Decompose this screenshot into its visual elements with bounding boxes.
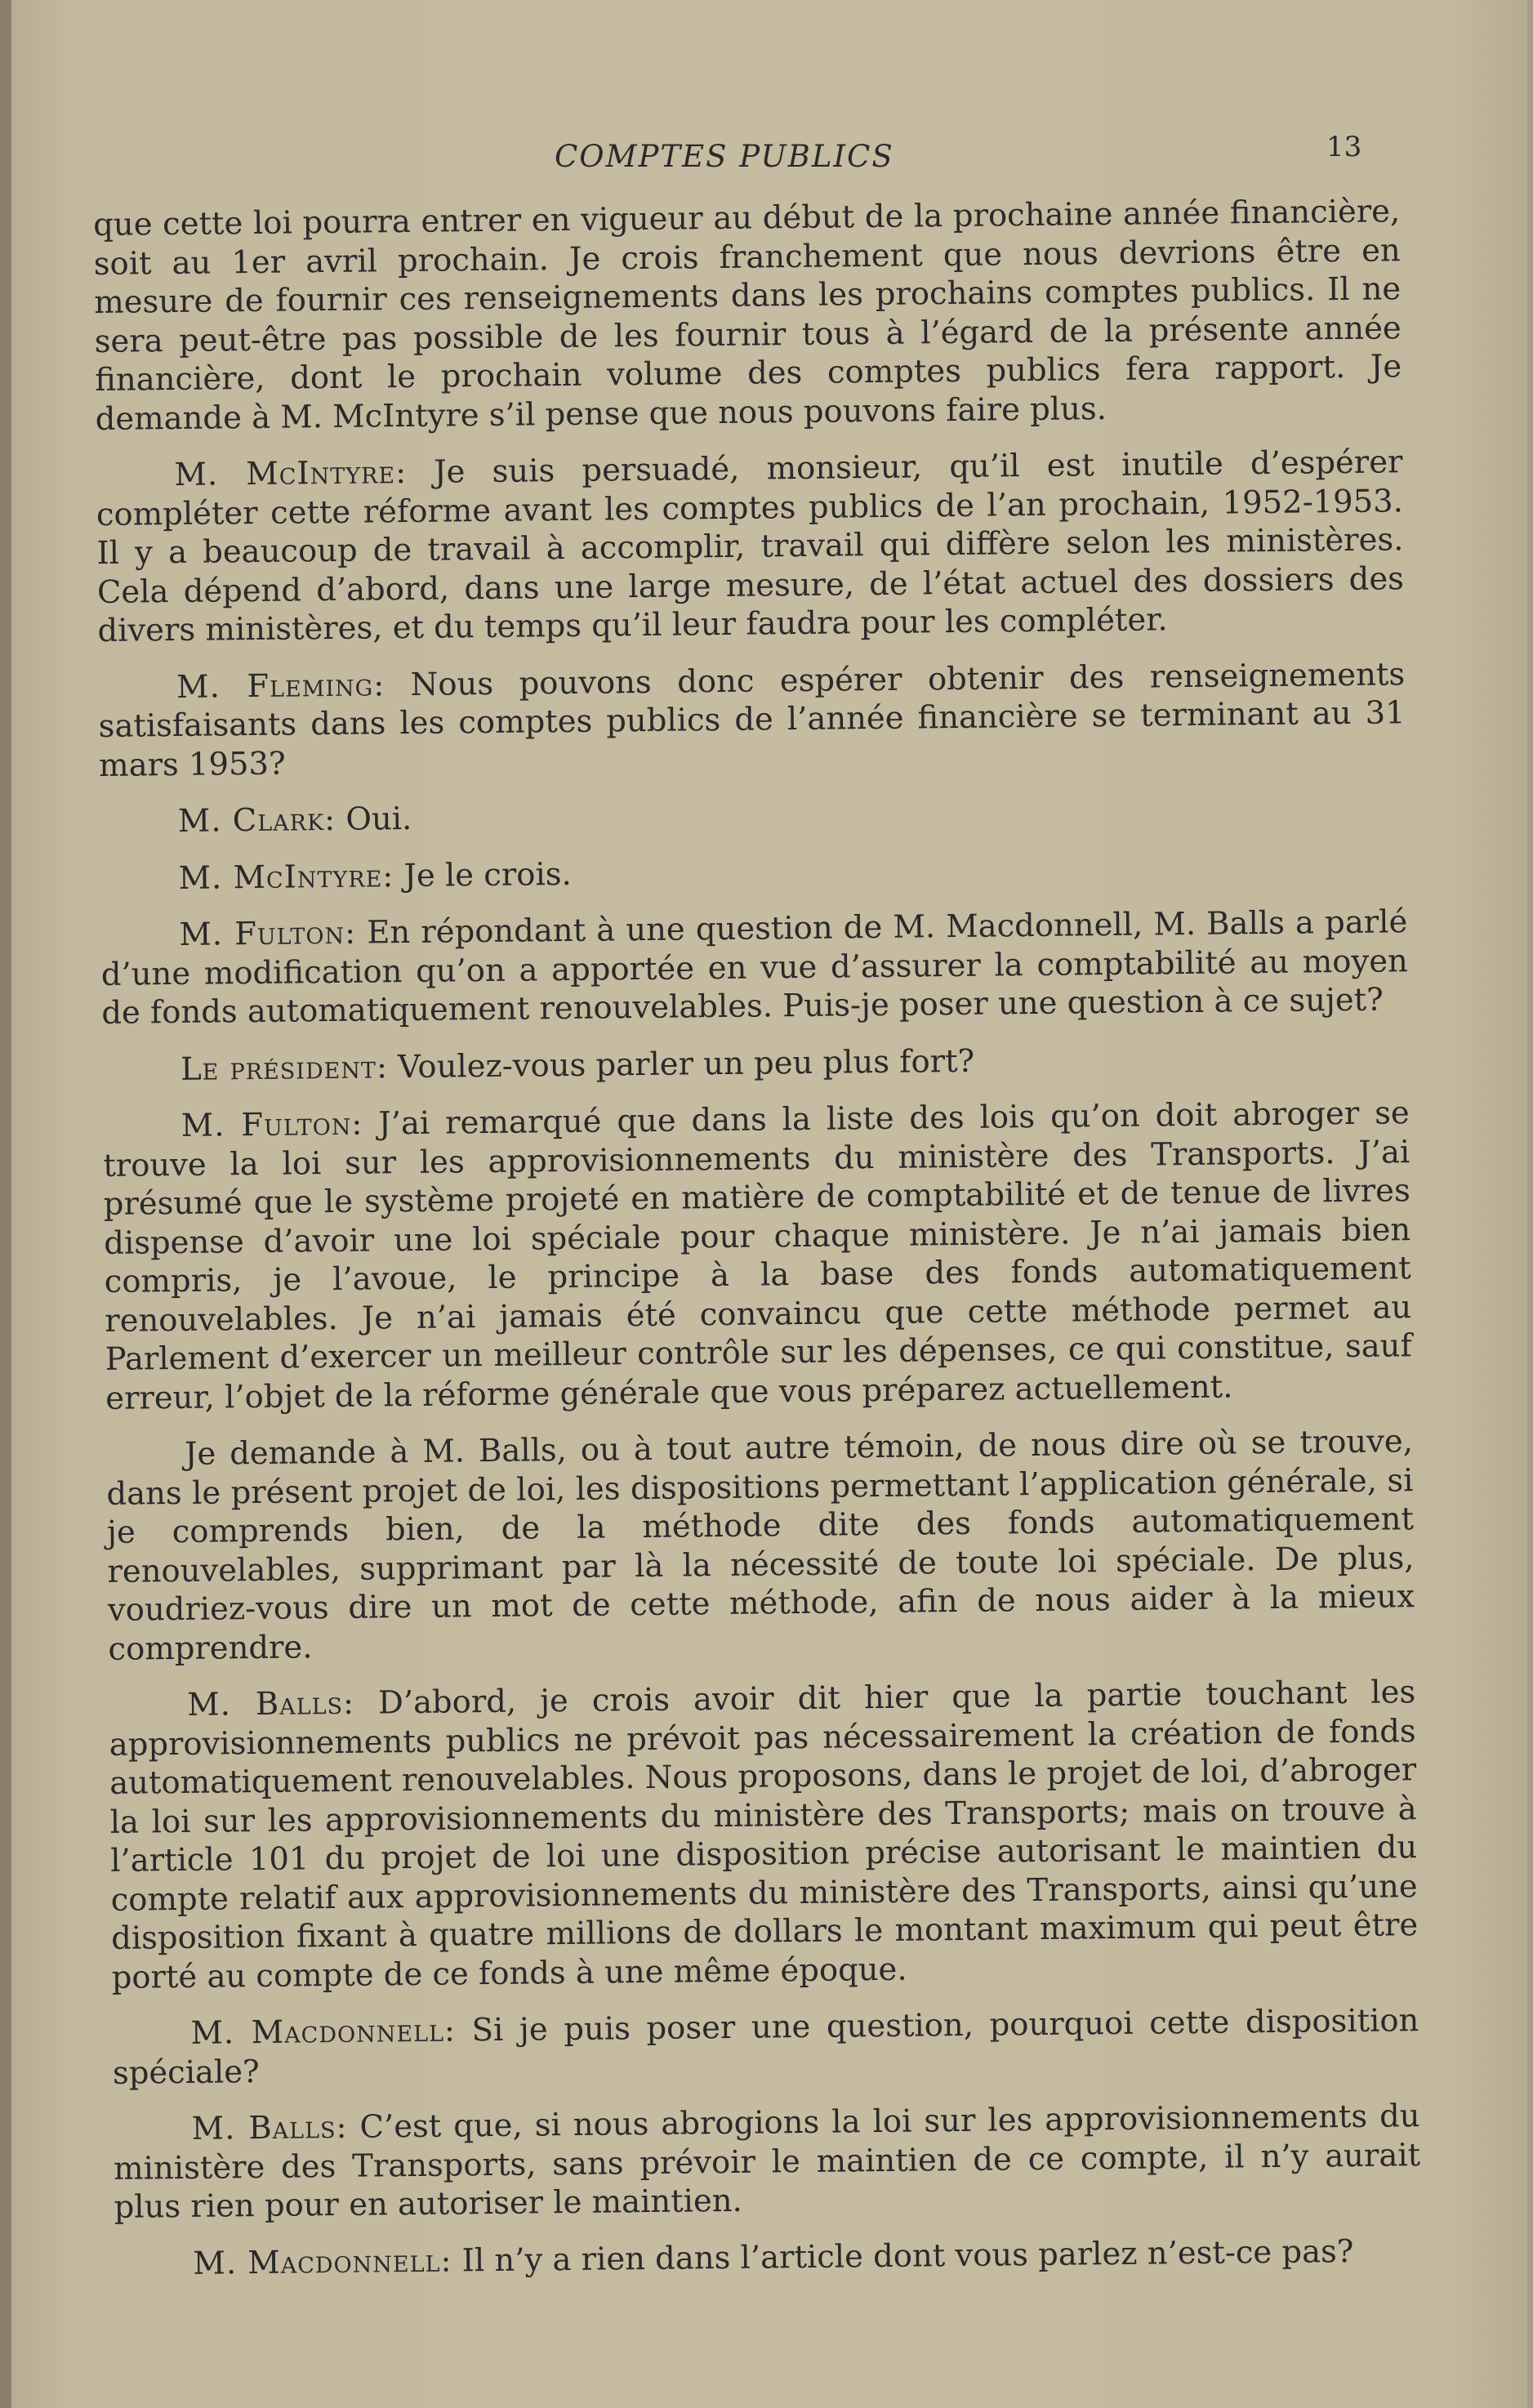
paragraph: que cette loi pourra entrer en vigueur au début de la prochaine année financière, soit au 1er avril prochain. Je crois franchement que nous devrions être en mesure de fournir ces renseignements dans les prochains comptes publics. Il ne sera peut-être pas possible de les fournir tous à l’égard de la présente année financière, dont le prochain volume des comptes publics fera rapport. Je demande à M. McIntyre s’il pense que nous pouvons faire plus.: [93, 193, 1402, 438]
speaker-name: M. Fleming:: [176, 666, 385, 706]
speaker-name: M. Balls:: [186, 1684, 355, 1724]
paragraph: M. Balls: C’est que, si nous abrogions la loi sur les approvisionnements du ministère des Transports, sans prévoir le maintien de ce compte, il n’y aurait plus rien pour en autoriser le maintien.: [113, 2098, 1421, 2226]
paragraph: Je demande à M. Balls, ou à tout autre témoin, de nous dire où se trouve, dans le présent projet de loi, les dispositions permettant l’application générale, si je comprends bien, de la méthode dite des fonds automatiquement renouvelables, supprimant par là la nécessité de toute loi spéciale. De plus, voudriez-vous dire un mot de cette méthode, afin de nous aider à la mieux comprendre.: [106, 1423, 1415, 1668]
page-number: 13: [1326, 131, 1362, 163]
paragraph: M. Balls: D’abord, je crois avoir dit hier que la partie touchant les approvisionnements publics ne prévoit pas nécessairement la création de fonds automatiquement renouvelables. Nous proposons, dans le projet de loi, d’abroger la loi sur les approvisionnements du ministère des Transports; mais on trouve à l’article 101 du projet de loi une disposition précise autorisant le maintien du compte relatif aux approvisionnements du ministère des Transports, ainsi qu’une disposition fixant à quatre millions de dollars le montant maximum qui peut être porté au compte de ce fonds à une même époque.: [109, 1674, 1419, 1996]
paragraph: M. Fulton: En répondant à une question de M. Macdonnell, M. Balls a parlé d’une modification qu’on a apportée en vue d’assurer la comptabilité au moyen de fonds automatiquement renouvelables. Puis-je poser une question à ce sujet?: [100, 903, 1409, 1032]
speaker-name: M. McIntyre:: [178, 857, 394, 897]
speaker-name: Le président:: [180, 1048, 389, 1088]
speaker-name: M. Macdonnell:: [193, 2242, 452, 2282]
paragraph: M. McIntyre: Je suis persuadé, monsieur, qu’il est inutile d’espérer compléter cette réforme avant les comptes publics de l’an prochain, 1952-1953. Il y a beaucoup de travail à accomplir, travail qui diffère selon les ministères. Cela dépend d’abord, dans une large mesure, de l’état actuel des dossiers des divers ministères, et du temps qu’il leur faudra pour les compléter.: [96, 444, 1405, 649]
document-page: [11, 0, 1527, 2408]
speaker-name: M. McIntyre:: [174, 453, 408, 493]
speaker-name: M. Macdonnell:: [190, 2012, 457, 2052]
paragraph: M. Macdonnell: Il n’y a rien dans l’article dont vous parlez n’est-ce pas?: [193, 2232, 1354, 2282]
speaker-name: M. Clark:: [177, 800, 336, 840]
speaker-name: M. Fulton:: [179, 914, 357, 953]
paragraph: M. Clark: Oui.: [177, 800, 412, 840]
paragraph: M. Fulton: J’ai remarqué que dans la liste des lois qu’on doit abroger se trouve la loi sur les approvisionnements du ministère des Transports. J’ai présumé que le système projeté en matière de comptabilité et de tenue de livres dispense d’avoir une loi spéciale pour chaque ministère. Je n’ai jamais bien compris, je l’avoue, le principe à la base des fonds automatiquement renouvelables. Je n’ai jamais été convaincu que cette méthode permet au Parlement d’exercer un meilleur contrôle sur les dépenses, ce qui constitue, sauf erreur, l’objet de la réforme générale que vous préparez actuellement.: [103, 1095, 1412, 1417]
speaker-name: M. Fulton:: [180, 1105, 363, 1144]
running-title: COMPTES PUBLICS: [555, 139, 894, 174]
paragraph: M. Macdonnell: Si je puis poser une question, pourquoi cette disposition spéciale?: [112, 2002, 1419, 2092]
paragraph: Le président: Voulez-vous parler un peu plus fort?: [180, 1042, 975, 1088]
page-header: [11, 131, 1527, 180]
paragraph: M. McIntyre: Je le crois.: [178, 855, 572, 897]
paragraph: M. Fleming: Nous pouvons donc espérer obtenir des renseignements satisfaisants dans les comptes publics de l’année financière se terminant au 31 mars 1953?: [98, 655, 1406, 784]
book-spine-shadow: [0, 0, 11, 2408]
speaker-name: M. Balls:: [191, 2108, 348, 2147]
transcript-body: [93, 192, 1422, 2302]
